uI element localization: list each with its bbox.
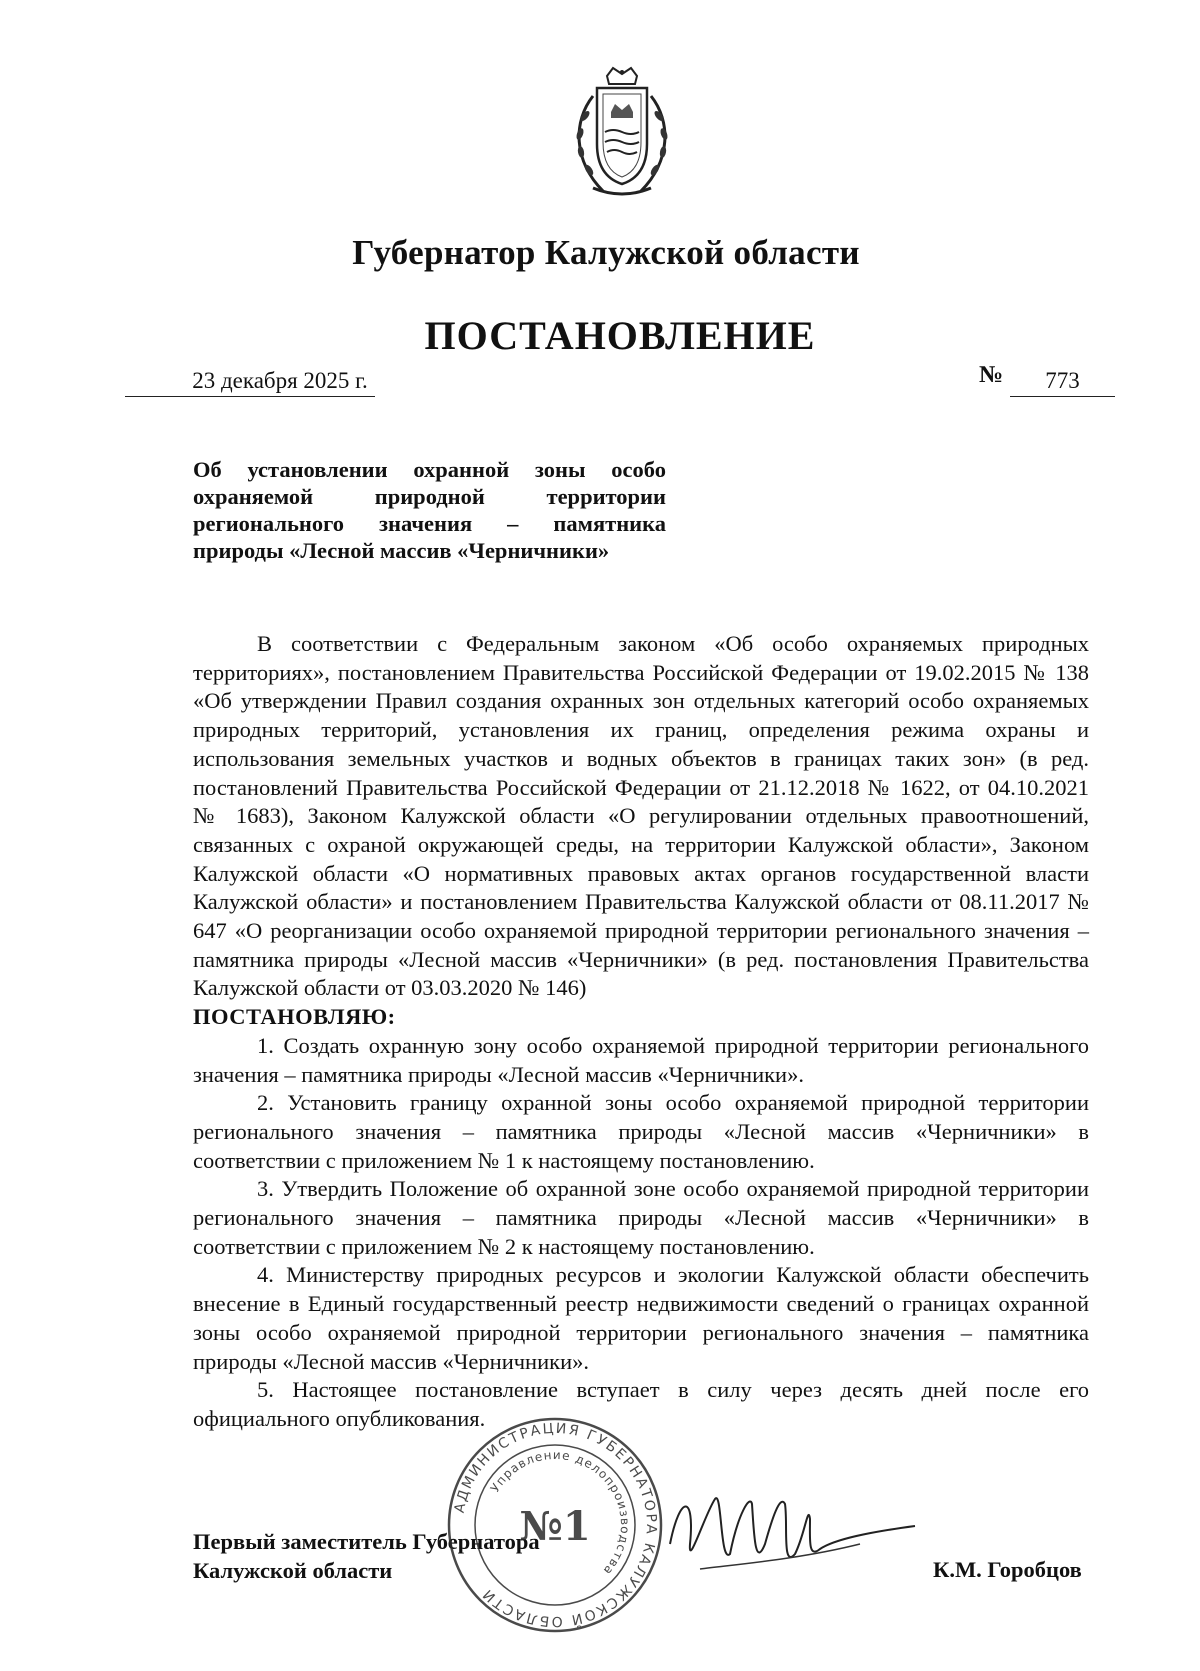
document-number: 773 — [1010, 368, 1115, 397]
signatory-position-line-2: Калужской области — [193, 1557, 393, 1583]
handwritten-signature — [660, 1474, 920, 1584]
decree-item-5: 5. Настоящее постановление вступает в силу через десять дней после его официального опубликования. — [193, 1377, 1089, 1431]
seal-inner-text: Управление делопроизводства — [487, 1447, 633, 1579]
document-date: 23 декабря 2025 г. — [192, 368, 368, 393]
coat-of-arms-emblem — [563, 66, 681, 204]
decree-item-2: 2. Установить границу охранной зоны особо охраняемой природной территории регионального значения – памятника природы «Лесной массив «Черничники» в соответствии с приложением № 1 к настоящему постановлению. — [193, 1090, 1089, 1173]
signatory-position-line-1: Первый заместитель Губернатора — [193, 1529, 540, 1554]
preamble-paragraph: В соответствии с Федеральным законом «Об особо охраняемых природных территориях», постановлением Правительства Российской Федерации от 19.02.2015 № 138 «Об утверждении Правил создания охранных зон отдельных категорий особо охраняемых природных территорий, установления их границ, определения режима охраны и использования земельных участков и водных объектов в границах таких зон» (в ред. постановлений Правительства Российской Федерации от 21.12.2018 № 1622, от 04.10.2021 № 1683), Законом Калужской области «О регулировании отдельных правоотношений, связанных с охраной окружающей среды, на территории Калужской области», Законом Калужской области «О нормативных правовых актах органов государственной власти Калужской области» и постановлением Правительства Калужской области от 08.11.2017 № 647 «О реорганизации особо охраняемой природной территории регионального значения – памятника природы «Лесной массив «Черничники» (в ред. постановления Правительства Калужской области от 03.03.2020 № 146) — [193, 631, 1089, 1001]
issuing-authority: Губернатор Калужской области — [352, 233, 860, 272]
number-sign: № — [979, 362, 1004, 388]
decree-item-1: 1. Создать охранную зону особо охраняемой природной территории регионального значения – памятника природы «Лесной массив «Черничники». — [193, 1032, 1089, 1087]
document-body — [193, 630, 1089, 1434]
signatory-name: К.М. Горобцов — [933, 1557, 1082, 1582]
seal-number: №1 — [519, 1503, 591, 1550]
decree-item-3: 3. Утвердить Положение об охранной зоне особо охраняемой природной территории регионального значения – памятника природы «Лесной массив «Черничники» в соответствии с приложением № 2 к настоящему постановлению. — [193, 1176, 1089, 1259]
decree-word: ПОСТАНОВЛЯЮ: — [193, 1004, 396, 1030]
official-seal-stamp — [445, 1415, 665, 1635]
document-subject: Об установлении охранной зоны особо охраняемой природной территории регионального значения – памятника природы «Лесной массив «Черничники» — [193, 457, 666, 563]
decree-item-4: 4. Министерству природных ресурсов и экологии Калужской области обеспечить внесение в Единый государственный реестр недвижимости сведений о границах охранной зоны особо охраняемой природной территории регионального значения – памятника природы «Лесной массив «Черничники». — [193, 1262, 1089, 1374]
document-date-field — [125, 368, 375, 397]
document-type-title: ПОСТАНОВЛЕНИЕ — [424, 313, 816, 358]
seal-outer-text: АДМИНИСТРАЦИЯ ГУБЕРНАТОРА КАЛУЖСКОЙ ОБЛАСТИ — [451, 1420, 660, 1630]
